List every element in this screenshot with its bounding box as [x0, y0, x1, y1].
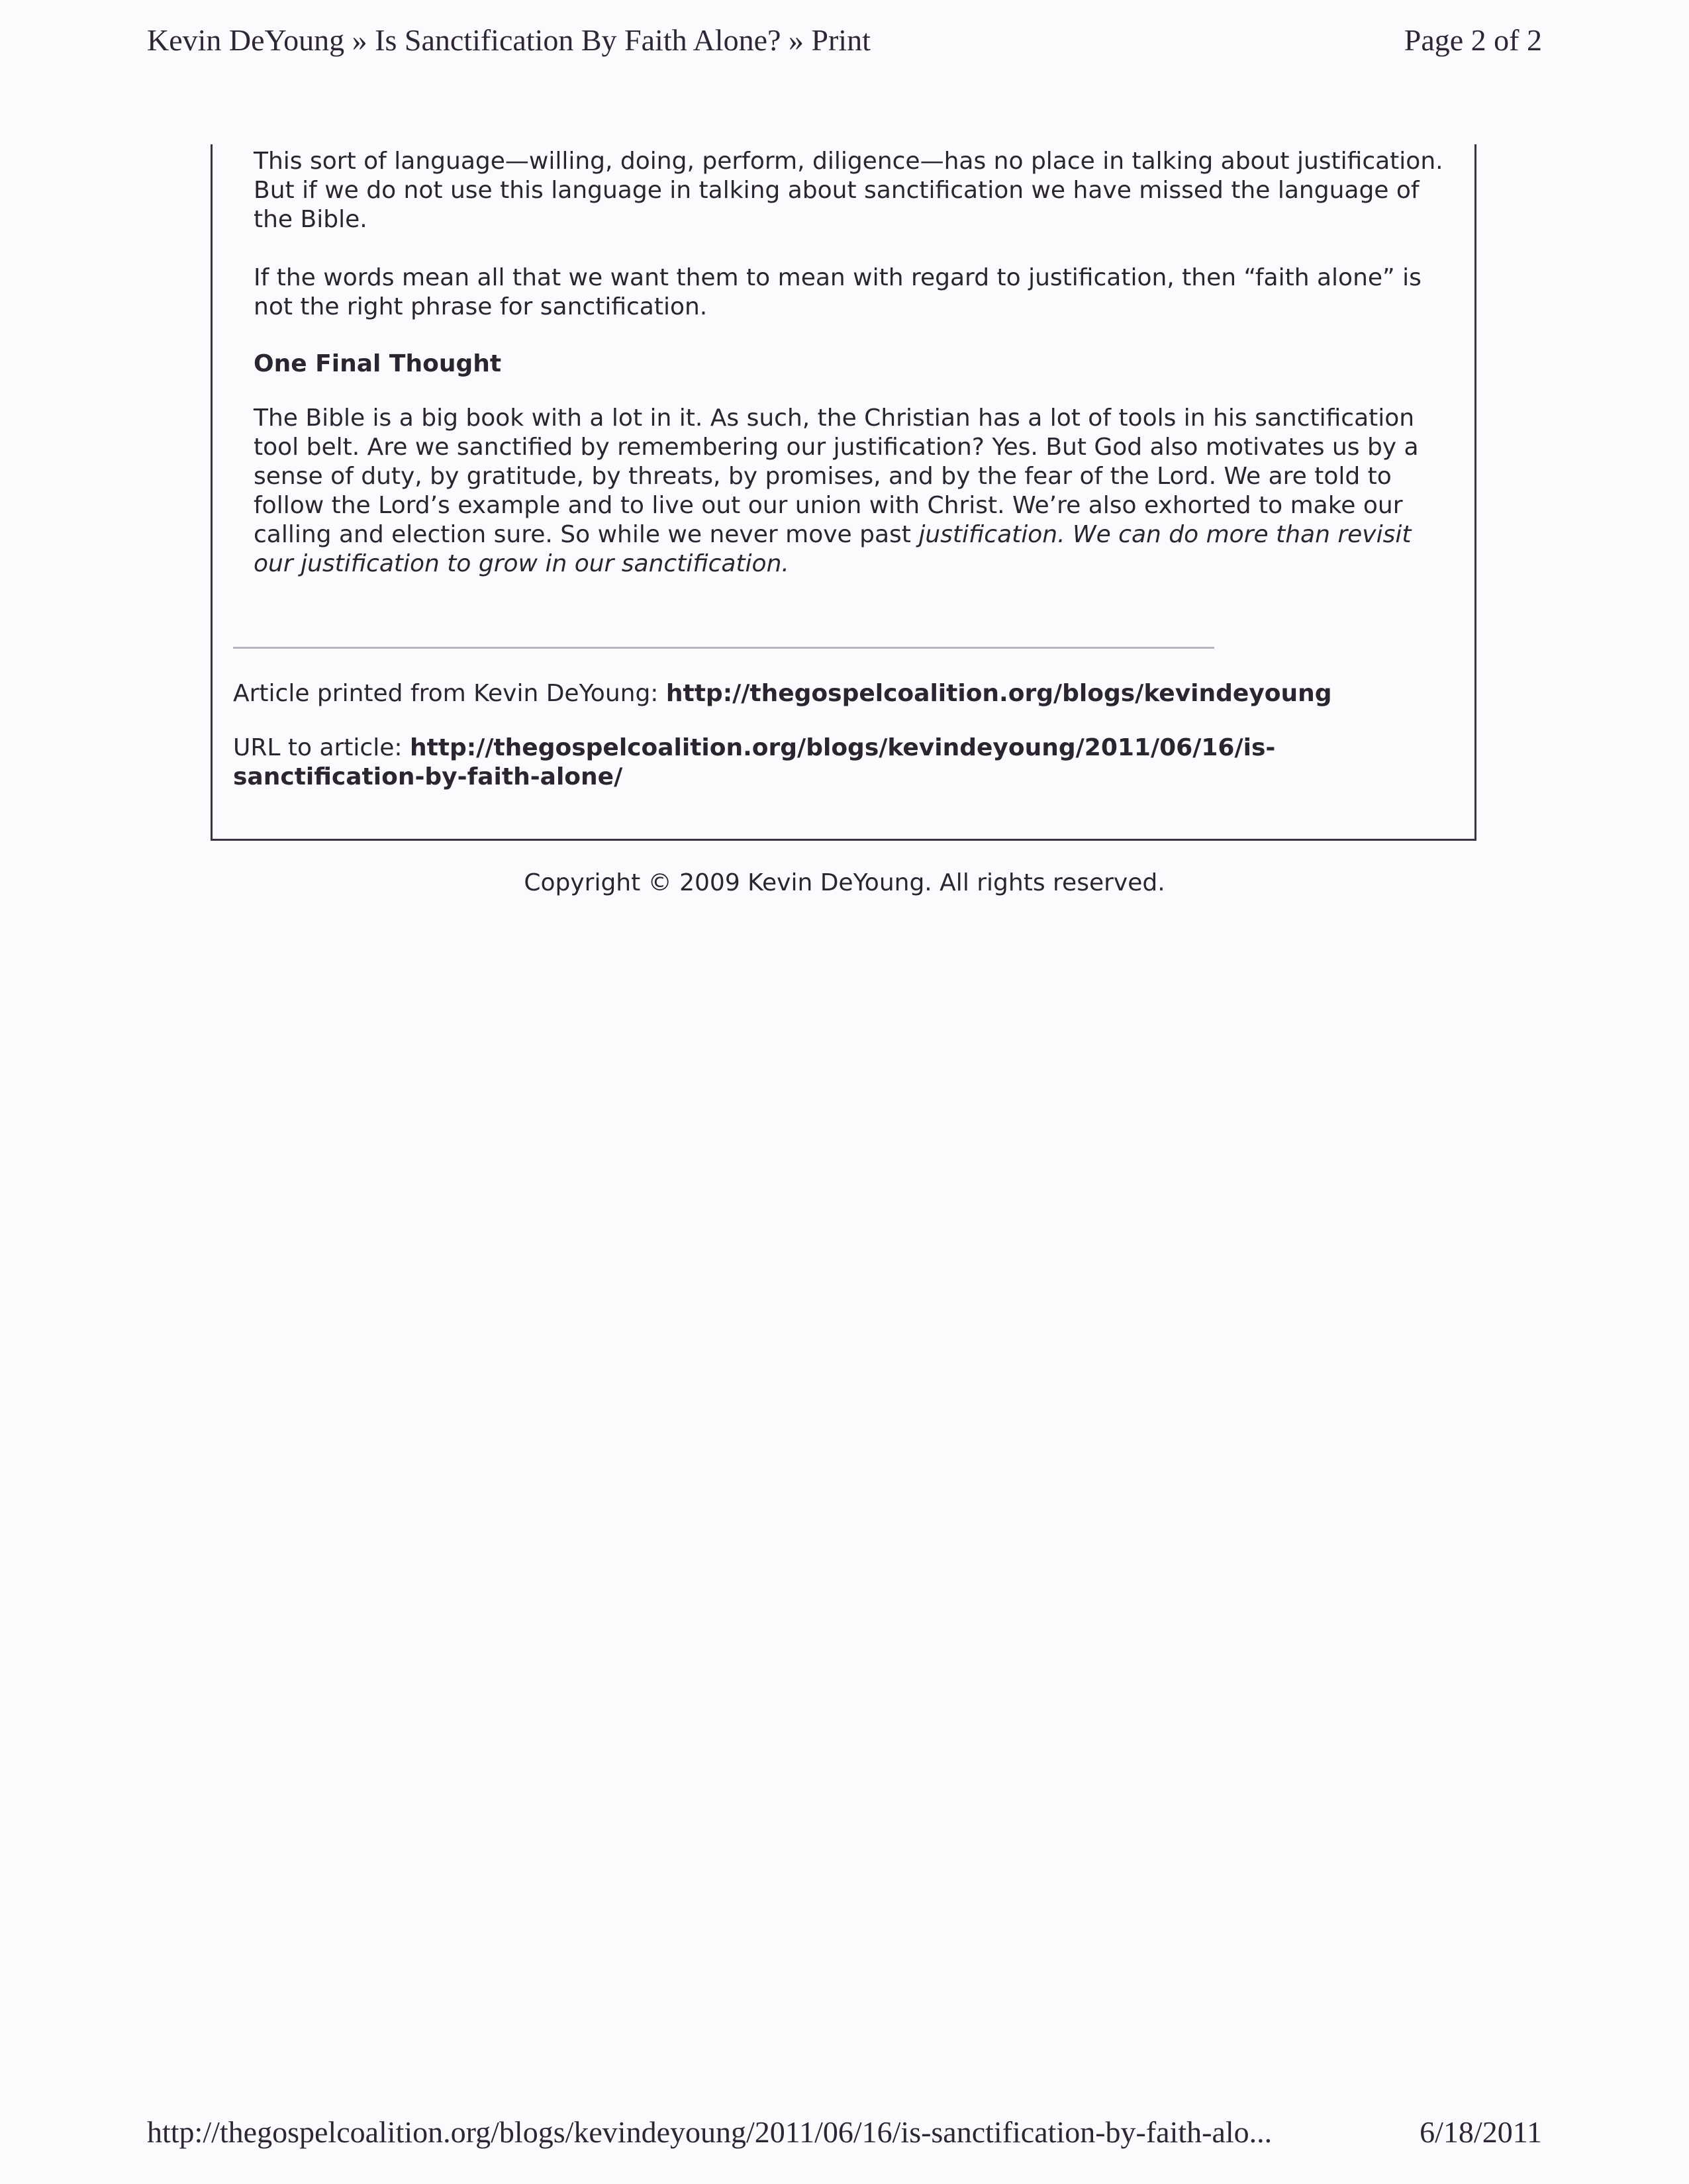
article-paragraph: If the words mean all that we want them to mean with regard to justification, then “faith alone” is not the right phrase for sanctification.: [254, 264, 1422, 320]
print-footer-url: http://thegospelcoalition.org/blogs/kevindeyoung/2011/06/16/is-sanctification-by-faith-alo...: [147, 2115, 1273, 2149]
url-to-article-label: URL to article:: [233, 734, 410, 761]
section-heading: One Final Thought: [254, 350, 502, 377]
print-header-title: Kevin DeYoung » Is Sanctification By Faith Alone? » Print: [147, 23, 871, 57]
printed-from-link[interactable]: http://thegospelcoalition.org/blogs/kevindeyoung: [665, 680, 1332, 707]
article-paragraph: [254, 404, 1445, 579]
url-to-article-line: [233, 734, 1458, 792]
print-footer-date: 6/18/2011: [1420, 2115, 1542, 2149]
divider: [233, 647, 1214, 649]
article-paragraph: This sort of language—willing, doing, perform, diligence—has no place in talking about justification. But if we do not use this language in talking about sanctification we have missed the language of the Bible.: [254, 148, 1443, 233]
page-indicator: Page 2 of 2: [1404, 23, 1542, 57]
copyright-notice: Copyright © 2009 Kevin DeYoung. All rights reserved.: [524, 869, 1165, 896]
printed-from-label: Article printed from Kevin DeYoung:: [233, 680, 666, 707]
url-to-article-link[interactable]: http://thegospelcoalition.org/blogs/kevindeyoung/2011/06/16/is-sanctification-by-faith-alone/: [233, 734, 1276, 790]
paragraph-text: The Bible is a big book with a lot in it. As such, the Christian has a lot of tools in his sanctification tool belt. Are we sanctified by remembering our justification? Yes. But God also motivates us by a sense of duty, by gratitude, by threats, by promises, and by the fear of the Lord. We are told to follow the Lord’s example and to live out our union with Christ. We’re also exhorted to make our calling and election sure. So while we never move past: [254, 404, 1419, 548]
paragraph-italic-text: justification. We can do more than revisit our justification to grow in our sanctification.: [254, 521, 1412, 577]
printed-from-line: [233, 679, 1458, 708]
